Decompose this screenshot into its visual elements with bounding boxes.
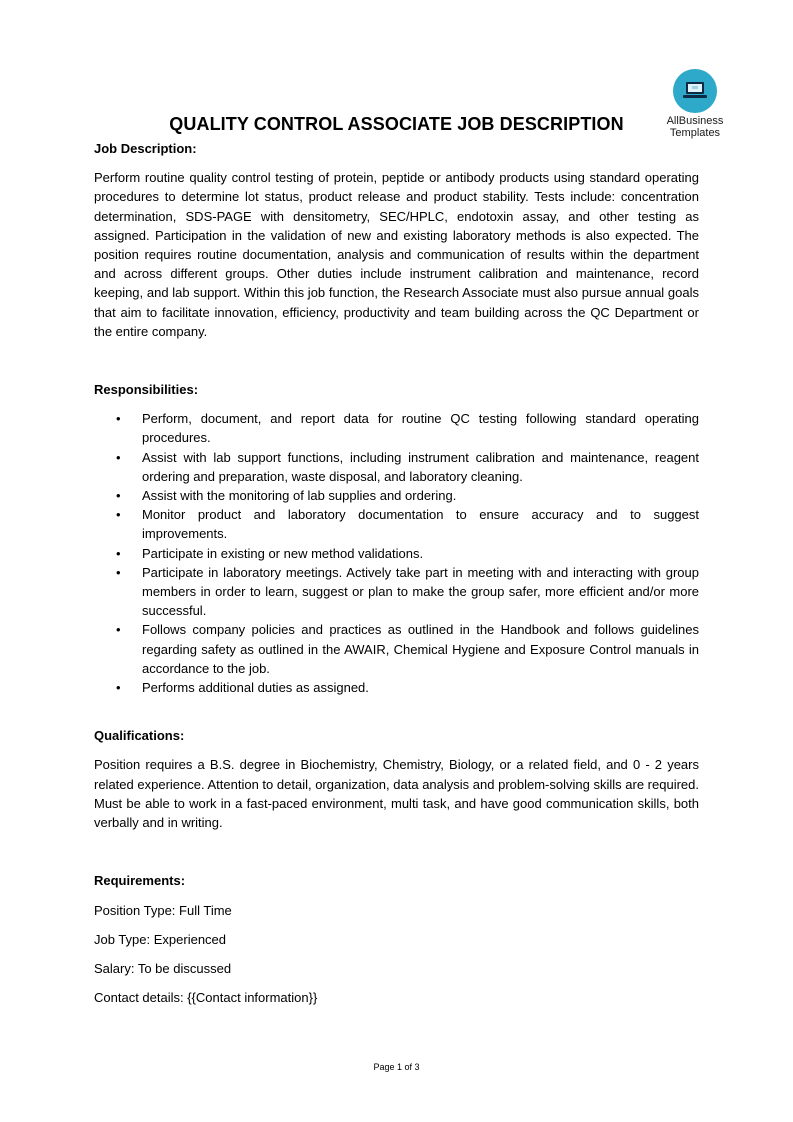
- list-item-text: Follows company policies and practices as outlined in the Handbook and follows guidelines regarding safety as outlined in the AWAIR, Chemical Hygiene and Exposure Control manuals in accordance to the job.: [142, 622, 699, 676]
- list-item: [94, 486, 699, 505]
- qualifications-text: Position requires a B.S. degree in Biochemistry, Chemistry, Biology, or a related field, and 0 - 2 years related experience. Attention to detail, organization, data analysis and problem-solving skills are required. Must be able to work in a fast-paced environment, multi task, and have good communication skills, both verbally and in writing.: [94, 757, 699, 831]
- list-item-text: Monitor product and laboratory documentation to ensure accuracy and to suggest improvements.: [142, 507, 699, 542]
- page-number: Page 1 of 3: [373, 1062, 420, 1072]
- list-item: [94, 505, 699, 543]
- list-item: [94, 448, 699, 486]
- list-item-text: Performs additional duties as assigned.: [142, 680, 369, 696]
- list-item-text: Participate in existing or new method validations.: [142, 545, 424, 561]
- bullet: •: [116, 449, 121, 465]
- job-description-text: Perform routine quality control testing of protein, peptide or antibody products using standard operating procedures to determine lot status, product release and product stability. Tests include: concentration determination, SDS-PAGE with densitometry, SEC/HPLC, endotoxin assay, and other testing as assigned. Participation in the validation of new and existing laboratory methods is also expected. The position requires routine documentation, analysis and communication of results within the department and across different groups. Other duties include instrument calibration and maintenance, record keeping, and lab support. Within this job function, the Research Associate must also pursue annual goals that aim to facilitate innovation, efficiency, productivity and team building across the QC Department or the entire company.: [94, 170, 699, 339]
- responsibilities-list: [94, 409, 699, 697]
- bullet: •: [116, 488, 121, 504]
- page-title: QUALITY CONTROL ASSOCIATE JOB DESCRIPTION: [169, 114, 624, 134]
- logo-line-1: AllBusiness: [666, 115, 724, 127]
- list-item: [94, 620, 699, 678]
- list-item-text: Assist with the monitoring of lab supplies and ordering.: [142, 488, 457, 504]
- logo-line-2: Templates: [669, 127, 721, 139]
- bullet: •: [116, 622, 121, 638]
- bullet: •: [116, 411, 121, 427]
- bullet: •: [116, 564, 121, 580]
- bullet: •: [116, 680, 121, 696]
- responsibilities-heading: Responsibilities:: [94, 382, 199, 398]
- position-type: Position Type: Full Time: [94, 902, 232, 918]
- bullet: •: [116, 545, 121, 561]
- job-type: Job Type: Experienced: [94, 931, 227, 947]
- qualifications-heading: Qualifications:: [94, 728, 185, 744]
- list-item: [94, 678, 699, 697]
- list-item-text: Assist with lab support functions, including instrument calibration and maintenance, reagent ordering and preparation, waste disposal, and laboratory cleaning.: [142, 449, 699, 484]
- document-body: [94, 139, 699, 1007]
- list-item: [94, 544, 699, 563]
- salary: Salary: To be discussed: [94, 960, 232, 976]
- requirements-heading: Requirements:: [94, 873, 186, 889]
- list-item: [94, 409, 699, 447]
- job-description-heading: Job Description:: [94, 141, 197, 156]
- list-item: [94, 563, 699, 621]
- list-item-text: Perform, document, and report data for routine QC testing following standard operating procedures.: [142, 411, 699, 446]
- contact-details: Contact details: {{Contact information}}: [94, 990, 318, 1006]
- bullet: •: [116, 507, 121, 523]
- laptop-icon: [673, 69, 717, 113]
- list-item-text: Participate in laboratory meetings. Actively take part in meeting with and interacting with group members in order to learn, suggest or plan to make the group safer, more efficient and/or more successful.: [142, 564, 699, 619]
